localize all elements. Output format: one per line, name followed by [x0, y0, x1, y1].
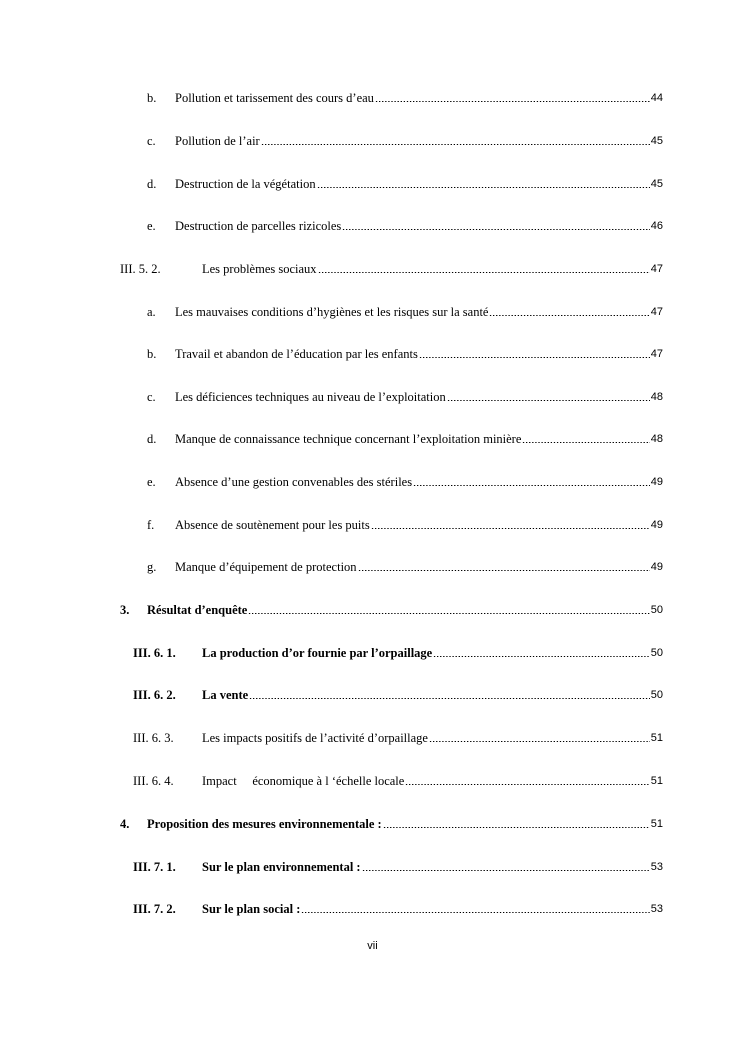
entry-page: 49 — [650, 476, 663, 488]
entry-number: e. — [147, 219, 156, 233]
dot-leader — [342, 219, 650, 231]
toc-entry[interactable] — [133, 769, 663, 789]
toc-entry[interactable] — [120, 598, 663, 618]
entry-number: III. 6. 4. — [133, 774, 174, 788]
toc-entry[interactable] — [133, 897, 663, 917]
dot-leader — [489, 305, 649, 317]
dot-leader — [318, 262, 650, 274]
entry-title: Manque de connaissance technique concernant l’exploitation minière — [175, 432, 522, 446]
toc-entry[interactable] — [147, 513, 663, 533]
toc-entry[interactable] — [147, 342, 663, 362]
entry-page: 45 — [650, 178, 663, 190]
entry-number: d. — [147, 432, 157, 446]
entry-title: Absence d’une gestion convenables des stériles — [175, 475, 413, 489]
entry-number: e. — [147, 475, 156, 489]
entry-page: 50 — [650, 604, 663, 616]
toc-entry[interactable] — [147, 470, 663, 490]
toc-entry[interactable] — [147, 172, 663, 192]
entry-page: 51 — [650, 775, 663, 787]
entry-page: 49 — [650, 519, 663, 531]
entry-page: 53 — [650, 861, 663, 873]
entry-page: 48 — [650, 433, 663, 445]
entry-number: b. — [147, 91, 157, 105]
entry-title: Pollution et tarissement des cours d’eau — [175, 91, 374, 105]
toc-entry[interactable] — [120, 812, 663, 832]
dot-leader — [362, 860, 650, 872]
toc-entry[interactable] — [133, 726, 663, 746]
entry-title: Pollution de l’air — [175, 134, 260, 148]
entry-title: Travail et abandon de l’éducation par les enfants — [175, 347, 418, 361]
entry-page: 50 — [650, 647, 663, 659]
entry-number: c. — [147, 390, 156, 404]
entry-title: Sur le plan social : — [202, 902, 301, 916]
toc-entry[interactable] — [120, 257, 663, 277]
toc-entry[interactable] — [147, 300, 663, 320]
toc-entry[interactable] — [147, 86, 663, 106]
toc-entry[interactable] — [147, 427, 663, 447]
entry-number: f. — [147, 518, 155, 532]
entry-number: d. — [147, 177, 157, 191]
dot-leader — [433, 646, 650, 658]
entry-title: Les problèmes sociaux — [202, 262, 317, 276]
dot-leader — [375, 91, 650, 103]
dot-leader — [248, 603, 649, 615]
dot-leader — [317, 177, 650, 189]
entry-title: Sur le plan environnemental : — [202, 860, 361, 874]
entry-number: III. 6. 1. — [133, 646, 176, 660]
dot-leader — [261, 134, 650, 146]
entry-page: 48 — [650, 391, 663, 403]
toc-entry[interactable] — [133, 683, 663, 703]
dot-leader — [358, 560, 650, 572]
toc-entry[interactable] — [147, 129, 663, 149]
toc-entry[interactable] — [147, 214, 663, 234]
entry-page: 47 — [650, 306, 663, 318]
entry-title: Destruction de parcelles rizicoles — [175, 219, 342, 233]
entry-number: 4. — [120, 817, 130, 831]
entry-page: 53 — [650, 903, 663, 915]
entry-page: 46 — [650, 220, 663, 232]
entry-title: Destruction de la végétation — [175, 177, 316, 191]
dot-leader — [383, 817, 650, 829]
dot-leader — [413, 475, 650, 487]
dot-leader — [429, 731, 650, 743]
entry-number: III. 6. 3. — [133, 731, 174, 745]
toc-entry[interactable] — [147, 555, 663, 575]
entry-number: III. 7. 1. — [133, 860, 176, 874]
dot-leader — [447, 390, 650, 402]
dot-leader — [371, 518, 650, 530]
entry-number: g. — [147, 560, 157, 574]
entry-number: 3. — [120, 603, 130, 617]
dot-leader — [522, 432, 649, 444]
entry-title: Les mauvaises conditions d’hygiènes et les risques sur la santé — [175, 305, 489, 319]
toc-entry[interactable] — [133, 855, 663, 875]
entry-title: Manque d’équipement de protection — [175, 560, 357, 574]
entry-page: 45 — [650, 135, 663, 147]
entry-number: III. 7. 2. — [133, 902, 176, 916]
dot-leader — [249, 688, 650, 700]
entry-page: 44 — [650, 92, 663, 104]
dot-leader — [301, 902, 649, 914]
entry-page: 47 — [650, 263, 663, 275]
dot-leader — [405, 774, 649, 786]
toc-entry[interactable] — [133, 641, 663, 661]
page-number: vii — [367, 940, 378, 952]
entry-number: III. 6. 2. — [133, 688, 176, 702]
dot-leader — [419, 347, 650, 359]
entry-page: 51 — [650, 732, 663, 744]
toc-entry[interactable] — [147, 385, 663, 405]
entry-number: a. — [147, 305, 156, 319]
entry-number: b. — [147, 347, 157, 361]
entry-number: III. 5. 2. — [120, 262, 161, 276]
entry-title: La vente — [202, 688, 249, 702]
entry-page: 50 — [650, 689, 663, 701]
entry-page: 49 — [650, 561, 663, 573]
entry-title: Absence de soutènement pour les puits — [175, 518, 370, 532]
entry-page: 51 — [650, 818, 663, 830]
entry-title: Les déficiences techniques au niveau de l’exploitation — [175, 390, 446, 404]
entry-title: Résultat d’enquête — [147, 603, 248, 617]
entry-title: Les impacts positifs de l’activité d’orpaillage — [202, 731, 428, 745]
entry-title: Impact économique à l ‘échelle locale — [202, 774, 405, 788]
entry-title: Proposition des mesures environnementale : — [147, 817, 382, 831]
entry-title: La production d’or fournie par l’orpaillage — [202, 646, 433, 660]
entry-page: 47 — [650, 348, 663, 360]
entry-number: c. — [147, 134, 156, 148]
